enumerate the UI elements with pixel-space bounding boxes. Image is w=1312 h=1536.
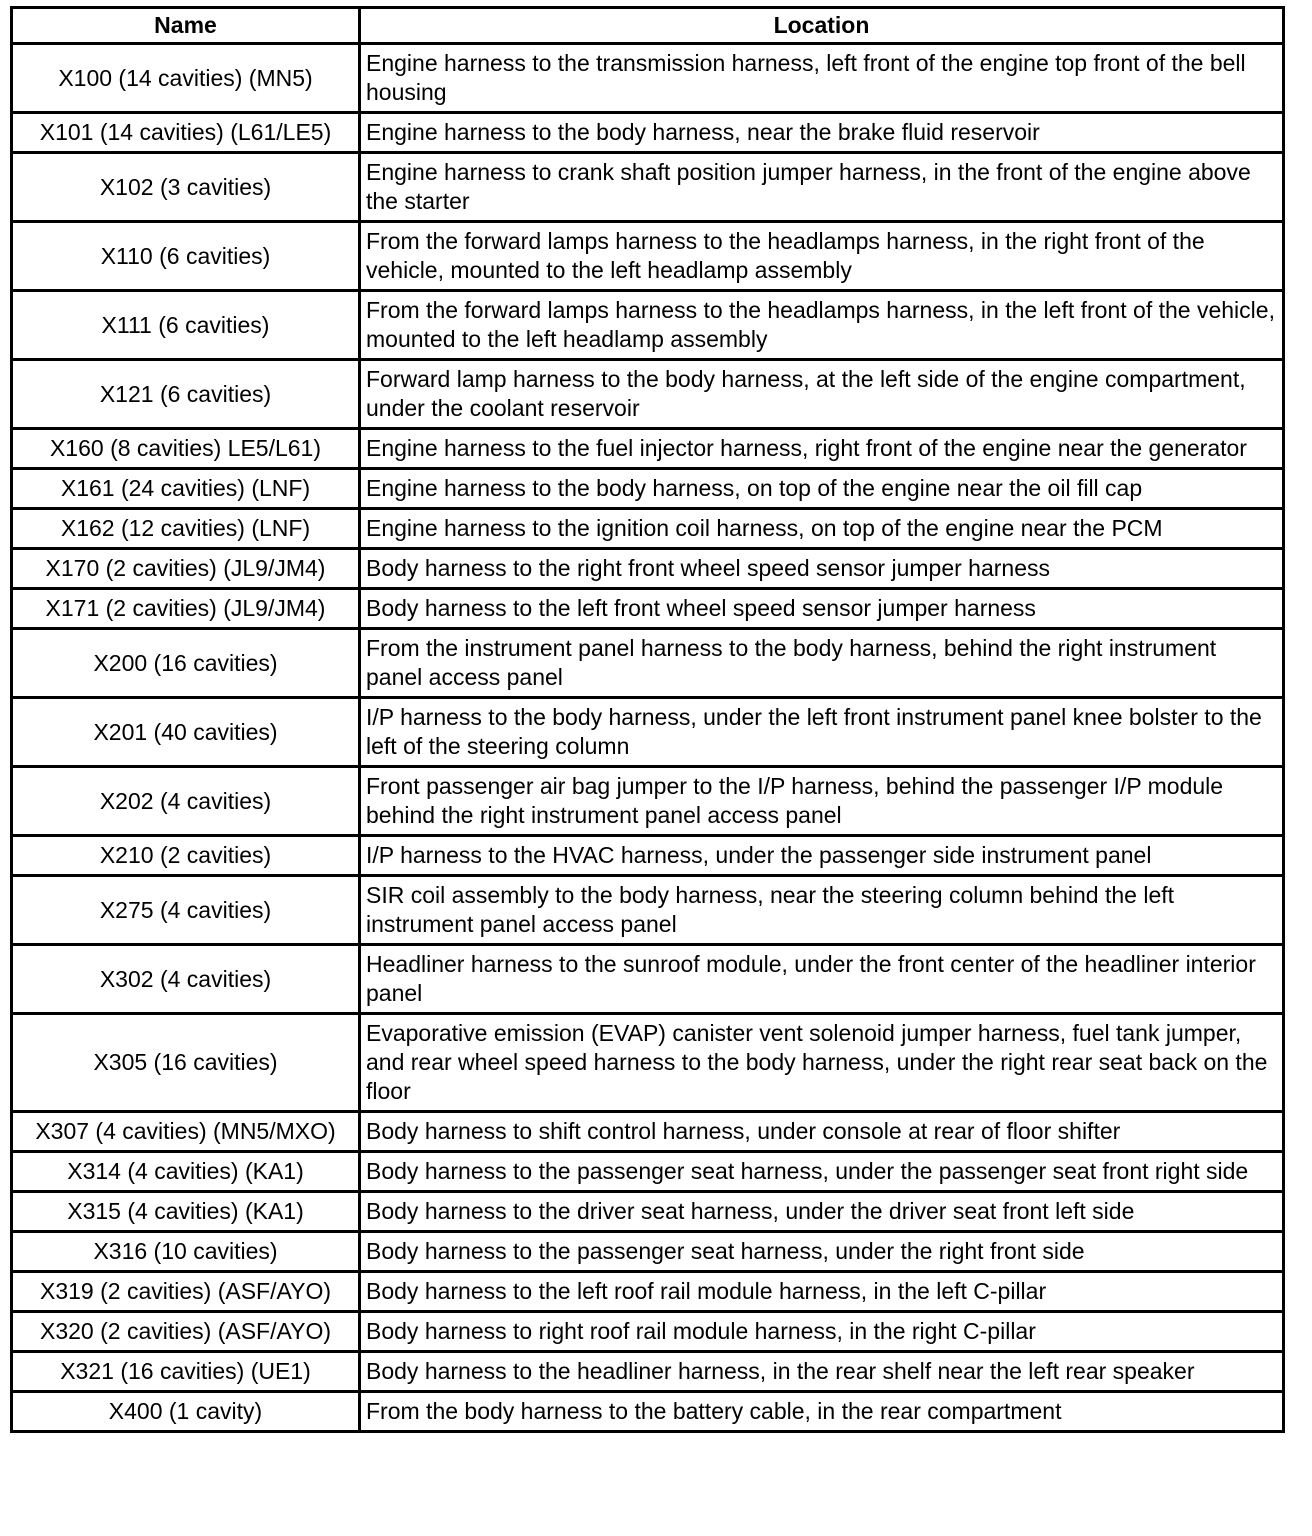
table-row [12,360,1284,429]
connector-name-cell: X102 (3 cavities) [12,153,360,222]
connector-name-cell: X161 (24 cavities) (LNF) [12,469,360,509]
table-row [12,469,1284,509]
table-row [12,153,1284,222]
connector-location-cell: I/P harness to the body harness, under the left front instrument panel knee bolster to the left of the steering column [360,698,1284,767]
table-row [12,429,1284,469]
connector-name-cell: X400 (1 cavity) [12,1392,360,1432]
connector-name-cell: X170 (2 cavities) (JL9/JM4) [12,549,360,589]
connector-location-cell: From the body harness to the battery cable, in the rear compartment [360,1392,1284,1432]
connector-location-cell: I/P harness to the HVAC harness, under the passenger side instrument panel [360,836,1284,876]
table-row [12,945,1284,1014]
connector-name-cell: X316 (10 cavities) [12,1232,360,1272]
connector-location-cell: Engine harness to the fuel injector harness, right front of the engine near the generator [360,429,1284,469]
connector-location-cell: Engine harness to the body harness, on top of the engine near the oil fill cap [360,469,1284,509]
table-row [12,876,1284,945]
connector-location-cell: From the instrument panel harness to the body harness, behind the right instrument panel access panel [360,629,1284,698]
table-row [12,44,1284,113]
connector-name-cell: X160 (8 cavities) LE5/L61) [12,429,360,469]
connector-location-cell: Body harness to the headliner harness, in the rear shelf near the left rear speaker [360,1352,1284,1392]
connector-name-cell: X171 (2 cavities) (JL9/JM4) [12,589,360,629]
connector-name-cell: X210 (2 cavities) [12,836,360,876]
connector-name-cell: X110 (6 cavities) [12,222,360,291]
connector-location-cell: SIR coil assembly to the body harness, near the steering column behind the left instrument panel access panel [360,876,1284,945]
table-row [12,1232,1284,1272]
table-body [12,44,1284,1432]
header-location: Location [360,8,1284,44]
table-row [12,1272,1284,1312]
table-row [12,222,1284,291]
table-row [12,1014,1284,1112]
connector-name-cell: X101 (14 cavities) (L61/LE5) [12,113,360,153]
table-row [12,1312,1284,1352]
connector-name-cell: X319 (2 cavities) (ASF/AYO) [12,1272,360,1312]
table-row [12,549,1284,589]
connector-name-cell: X302 (4 cavities) [12,945,360,1014]
connector-name-cell: X100 (14 cavities) (MN5) [12,44,360,113]
connector-location-cell: Body harness to the passenger seat harness, under the passenger seat front right side [360,1152,1284,1192]
table-row [12,767,1284,836]
connector-location-cell: Body harness to the right front wheel speed sensor jumper harness [360,549,1284,589]
connector-location-cell: Engine harness to crank shaft position jumper harness, in the front of the engine above the starter [360,153,1284,222]
connector-name-cell: X305 (16 cavities) [12,1014,360,1112]
connector-location-cell: Engine harness to the body harness, near the brake fluid reservoir [360,113,1284,153]
table-row [12,1392,1284,1432]
connector-location-cell: Engine harness to the transmission harness, left front of the engine top front of the bell housing [360,44,1284,113]
table-row [12,1192,1284,1232]
connector-location-cell: Body harness to shift control harness, under console at rear of floor shifter [360,1112,1284,1152]
table-row [12,291,1284,360]
connector-name-cell: X307 (4 cavities) (MN5/MXO) [12,1112,360,1152]
connector-location-table [10,6,1285,1433]
connector-name-cell: X314 (4 cavities) (KA1) [12,1152,360,1192]
connector-location-cell: Headliner harness to the sunroof module, under the front center of the headliner interior panel [360,945,1284,1014]
connector-name-cell: X320 (2 cavities) (ASF/AYO) [12,1312,360,1352]
table-row [12,1352,1284,1392]
connector-location-cell: Body harness to the left front wheel speed sensor jumper harness [360,589,1284,629]
connector-location-cell: Engine harness to the ignition coil harness, on top of the engine near the PCM [360,509,1284,549]
connector-name-cell: X200 (16 cavities) [12,629,360,698]
connector-name-cell: X202 (4 cavities) [12,767,360,836]
connector-name-cell: X162 (12 cavities) (LNF) [12,509,360,549]
table-row [12,1152,1284,1192]
connector-name-cell: X111 (6 cavities) [12,291,360,360]
connector-name-cell: X121 (6 cavities) [12,360,360,429]
connector-location-cell: Evaporative emission (EVAP) canister vent solenoid jumper harness, fuel tank jumper, and rear wheel speed harness to the body harness, under the right rear seat back on the floor [360,1014,1284,1112]
table-row [12,698,1284,767]
connector-location-cell: Body harness to the passenger seat harness, under the right front side [360,1232,1284,1272]
connector-name-cell: X275 (4 cavities) [12,876,360,945]
table-row [12,836,1284,876]
table-row [12,589,1284,629]
connector-location-cell: Body harness to the left roof rail module harness, in the left C-pillar [360,1272,1284,1312]
connector-location-cell: From the forward lamps harness to the headlamps harness, in the right front of the vehicle, mounted to the left headlamp assembly [360,222,1284,291]
table-row [12,509,1284,549]
table-row [12,1112,1284,1152]
connector-location-cell: Body harness to right roof rail module harness, in the right C-pillar [360,1312,1284,1352]
connector-location-cell: From the forward lamps harness to the headlamps harness, in the left front of the vehicle, mounted to the left headlamp assembly [360,291,1284,360]
connector-location-cell: Body harness to the driver seat harness, under the driver seat front left side [360,1192,1284,1232]
table-row [12,113,1284,153]
table-row [12,629,1284,698]
header-row [12,8,1284,44]
connector-name-cell: X315 (4 cavities) (KA1) [12,1192,360,1232]
header-name: Name [12,8,360,44]
connector-location-cell: Forward lamp harness to the body harness, at the left side of the engine compartment, under the coolant reservoir [360,360,1284,429]
connector-name-cell: X201 (40 cavities) [12,698,360,767]
connector-name-cell: X321 (16 cavities) (UE1) [12,1352,360,1392]
connector-location-cell: Front passenger air bag jumper to the I/P harness, behind the passenger I/P module behind the right instrument panel access panel [360,767,1284,836]
